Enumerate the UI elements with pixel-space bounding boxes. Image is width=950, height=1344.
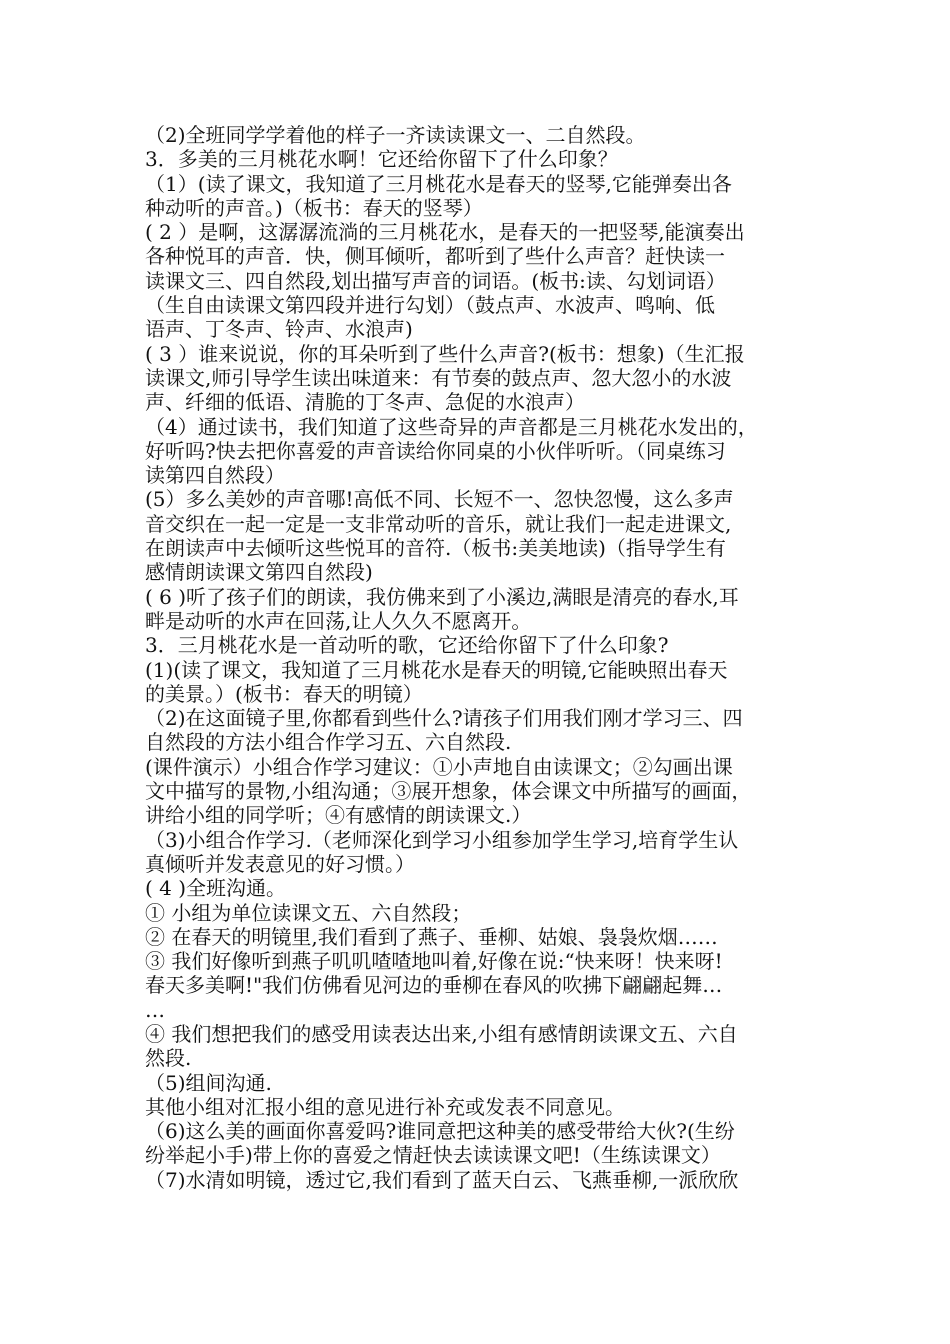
text-line: 其他小组对汇报小组的意见进行补充或发表不同意见。 <box>145 1094 625 1119</box>
text-line: 的美景。）(板书：春天的明镜） <box>145 681 423 706</box>
text-line: （6)这么美的画面你喜爱吗?谁同意把这种美的感受带给大伙?(生纷 <box>145 1119 735 1144</box>
text-line: 语声、丁冬声、铃声、水浪声) <box>145 317 413 342</box>
text-line: 自然段的方法小组合作学习五、六自然段. <box>145 730 512 755</box>
text-line: 种动听的声音。)（板书：春天的竖琴） <box>145 195 483 220</box>
text-line: 文中描写的景物,小组沟通；③展开想象，体会课文中所描写的画面， <box>145 779 752 804</box>
text-line: 畔是动听的水声在回荡,让人久久不愿离开。 <box>145 608 532 633</box>
text-line: 3．多美的三月桃花水啊！它还给你留下了什么印象？ <box>145 147 618 172</box>
text-line: ④ 我们想把我们的感受用读表达出来,小组有感情朗读课文五、六自 <box>145 1021 738 1046</box>
text-line: 3．三月桃花水是一首动听的歌，它还给你留下了什么印象? <box>145 633 669 658</box>
text-line: ( 6 )听了孩子们的朗读，我仿佛来到了小溪边,满眼是清亮的春水,耳 <box>145 584 739 609</box>
text-line: ③ 我们好像听到燕子叽叽喳喳地叫着,好像在说:“快来呀！快来呀! <box>145 949 723 974</box>
text-line: 读课文,师引导学生读出味道来：有节奏的鼓点声、忽大忽小的水波 <box>145 365 732 390</box>
text-line: 然段. <box>145 1046 192 1071</box>
text-line: ② 在春天的明镜里,我们看到了燕子、垂柳、姑娘、袅袅炊烟…… <box>145 924 718 949</box>
text-line: （2)在这面镜子里,你都看到些什么?请孩子们用我们刚才学习三、四 <box>145 706 743 731</box>
text-line: 在朗读声中去倾听这些悦耳的音符.（板书:美美地读)（指导学生有 <box>145 536 726 561</box>
text-line: ( 4 )全班沟通。 <box>145 876 287 901</box>
text-line: ( 2 ）是啊，这潺潺流淌的三月桃花水，是春天的一把竖琴,能演奏出 <box>145 220 745 245</box>
text-line: （4）通过读书，我们知道了这些奇异的声音都是三月桃花水发出的， <box>145 414 758 439</box>
text-line: 真倾听并发表意见的好习惯。） <box>145 851 415 876</box>
text-line: (5）多么美妙的声音哪!高低不同、长短不一、忽快忽慢，这么多声 <box>145 487 734 512</box>
text-line: 读课文三、四自然段,划出描写声音的词语。(板书:读、勾划词语） <box>145 268 726 293</box>
text-line: … <box>145 997 165 1022</box>
text-line: 读第四自然段） <box>145 463 285 488</box>
text-line: 声、纤细的低语、清脆的丁冬声、急促的水浪声） <box>145 390 585 415</box>
text-line: ( 3 ）谁来说说，你的耳朵听到了些什么声音?(板书：想象)（生汇报 <box>145 341 745 366</box>
text-line: 好听吗?快去把你喜爱的声音读给你同桌的小伙伴听听。（同桌练习 <box>145 438 726 463</box>
text-line: 春天多美啊!"我们仿佛看见河边的垂柳在春风的吹拂下翩翩起舞… <box>145 973 723 998</box>
text-line: 音交织在一起一定是一支非常动听的音乐，就让我们一起走进课文, <box>145 511 732 536</box>
text-line: （1）(读了课文，我知道了三月桃花水是春天的竖琴,它能弹奏出各 <box>145 171 732 196</box>
text-line: 感情朗读课文第四自然段) <box>145 560 373 585</box>
text-line: （2)全班同学学着他的样子一齐读读课文一、二自然段。 <box>145 123 646 147</box>
text-line: 纷举起小手)带上你的喜爱之情赶快去读读课文吧!（生练读课文） <box>145 1143 721 1168</box>
text-line: 讲给小组的同学听；④有感情的朗读课文.） <box>145 803 532 828</box>
text-line: ① 小组为单位读课文五、六自然段； <box>145 900 472 925</box>
document-body <box>145 123 821 1192</box>
text-line: （生自由读课文第四段并进行勾划）（鼓点声、水波声、鸣响、低 <box>145 293 715 318</box>
text-line: 各种悦耳的声音．快，侧耳倾听，都听到了些什么声音？赶快读一 <box>145 244 725 269</box>
text-line: （3)小组合作学习.（老师深化到学习小组参加学生学习,培育学生认 <box>145 827 739 852</box>
text-line: (课件演示）小组合作学习建议：①小声地自由读课文；②勾画出课 <box>145 754 733 779</box>
text-line: (1)(读了课文，我知道了三月桃花水是春天的明镜,它能映照出春天 <box>145 657 728 682</box>
text-line: （7)水清如明镜，透过它,我们看到了蓝天白云、飞燕垂柳,一派欣欣 <box>145 1167 739 1192</box>
text-line: （5)组间沟通. <box>145 1070 272 1095</box>
